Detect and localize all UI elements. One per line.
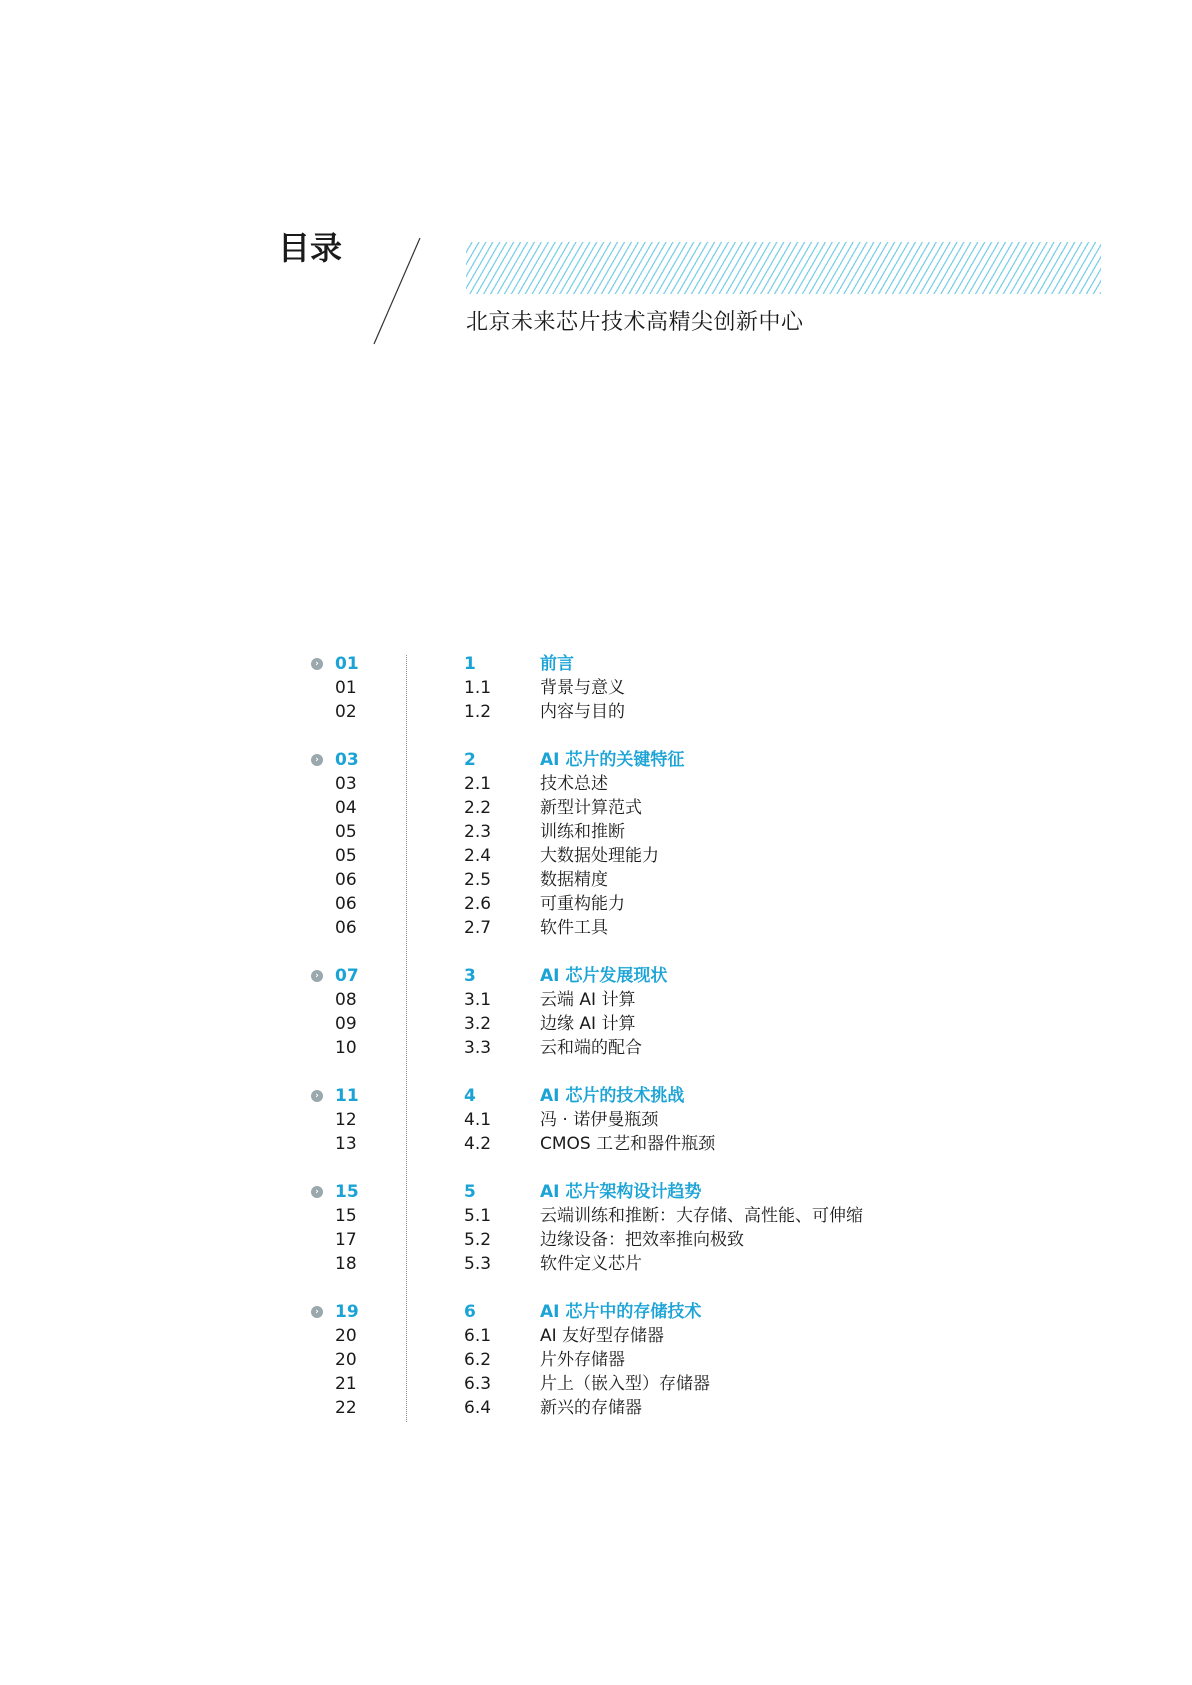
entry-number: 5.3 bbox=[464, 1254, 492, 1274]
entry-page-number: 12 bbox=[335, 1110, 357, 1130]
entry-number: 6.3 bbox=[464, 1374, 492, 1394]
diagonal-divider bbox=[372, 236, 422, 346]
entry-page-number: 15 bbox=[335, 1206, 357, 1226]
entry-title: 片上（嵌入型）存储器 bbox=[540, 1374, 710, 1394]
entry-number: 2.5 bbox=[464, 870, 492, 890]
toc-entry-row[interactable] bbox=[300, 844, 1100, 868]
chapter-number: 5 bbox=[464, 1182, 476, 1202]
toc-section bbox=[300, 1300, 1100, 1420]
chapter-bullet-icon: › bbox=[311, 658, 323, 670]
toc-entry-row[interactable] bbox=[300, 820, 1100, 844]
toc-chapter-row[interactable] bbox=[300, 964, 1100, 988]
toc-entry-row[interactable] bbox=[300, 988, 1100, 1012]
chapter-bullet-icon: › bbox=[311, 754, 323, 766]
entry-page-number: 20 bbox=[335, 1326, 357, 1346]
page-title: 目录 bbox=[278, 229, 343, 267]
entry-page-number: 05 bbox=[335, 846, 357, 866]
toc-entry-row[interactable] bbox=[300, 868, 1100, 892]
entry-title: 云端训练和推断：大存储、高性能、可伸缩 bbox=[540, 1206, 863, 1226]
entry-page-number: 03 bbox=[335, 774, 357, 794]
hatch-band bbox=[466, 242, 1101, 294]
entry-page-number: 09 bbox=[335, 1014, 357, 1034]
entry-number: 3.1 bbox=[464, 990, 492, 1010]
toc-entry-row[interactable] bbox=[300, 772, 1100, 796]
toc-chapter-row[interactable] bbox=[300, 1180, 1100, 1204]
toc-entry-row[interactable] bbox=[300, 1324, 1100, 1348]
toc-entry-row[interactable] bbox=[300, 796, 1100, 820]
toc-entry-row[interactable] bbox=[300, 1396, 1100, 1420]
toc-entry-row[interactable] bbox=[300, 1204, 1100, 1228]
toc-entry-row[interactable] bbox=[300, 1372, 1100, 1396]
entry-number: 6.2 bbox=[464, 1350, 492, 1370]
entry-page-number: 04 bbox=[335, 798, 357, 818]
entry-page-number: 21 bbox=[335, 1374, 357, 1394]
chapter-number: 2 bbox=[464, 750, 476, 770]
chapter-page-number: 07 bbox=[335, 966, 359, 986]
toc-entry-row[interactable] bbox=[300, 1348, 1100, 1372]
entry-number: 4.2 bbox=[464, 1134, 492, 1154]
chapter-number: 4 bbox=[464, 1086, 476, 1106]
entry-number: 1.1 bbox=[464, 678, 492, 698]
toc-section bbox=[300, 748, 1100, 940]
org-subtitle: 北京未来芯片技术高精尖创新中心 bbox=[466, 310, 804, 335]
toc-entry-row[interactable] bbox=[300, 1228, 1100, 1252]
entry-number: 5.1 bbox=[464, 1206, 492, 1226]
entry-title: 片外存储器 bbox=[540, 1350, 625, 1370]
entry-title: 新型计算范式 bbox=[540, 798, 642, 818]
chapter-number: 1 bbox=[464, 654, 476, 674]
chapter-title: AI 芯片的关键特征 bbox=[540, 750, 685, 770]
chapter-title: AI 芯片架构设计趋势 bbox=[540, 1182, 702, 1202]
entry-page-number: 17 bbox=[335, 1230, 357, 1250]
entry-title: 技术总述 bbox=[540, 774, 608, 794]
toc-section bbox=[300, 964, 1100, 1060]
entry-title: CMOS 工艺和器件瓶颈 bbox=[540, 1134, 716, 1154]
chapter-page-number: 15 bbox=[335, 1182, 359, 1202]
toc-chapter-row[interactable] bbox=[300, 1084, 1100, 1108]
entry-title: 背景与意义 bbox=[540, 678, 625, 698]
chapter-page-number: 03 bbox=[335, 750, 359, 770]
chapter-bullet-icon: › bbox=[311, 1090, 323, 1102]
entry-page-number: 06 bbox=[335, 870, 357, 890]
toc-entry-row[interactable] bbox=[300, 1132, 1100, 1156]
chapter-title: AI 芯片发展现状 bbox=[540, 966, 668, 986]
entry-page-number: 06 bbox=[335, 918, 357, 938]
chapter-number: 6 bbox=[464, 1302, 476, 1322]
toc-entry-row[interactable] bbox=[300, 892, 1100, 916]
entry-number: 4.1 bbox=[464, 1110, 492, 1130]
chapter-page-number: 01 bbox=[335, 654, 359, 674]
entry-title: 边缘 AI 计算 bbox=[540, 1014, 636, 1034]
entry-number: 2.7 bbox=[464, 918, 492, 938]
toc-entry-row[interactable] bbox=[300, 1036, 1100, 1060]
toc-entry-row[interactable] bbox=[300, 1012, 1100, 1036]
entry-title: AI 友好型存储器 bbox=[540, 1326, 665, 1346]
entry-number: 3.3 bbox=[464, 1038, 492, 1058]
entry-title: 内容与目的 bbox=[540, 702, 625, 722]
entry-title: 云和端的配合 bbox=[540, 1038, 642, 1058]
entry-title: 云端 AI 计算 bbox=[540, 990, 636, 1010]
chapter-title: AI 芯片的技术挑战 bbox=[540, 1086, 685, 1106]
toc-section bbox=[300, 1180, 1100, 1276]
chapter-number: 3 bbox=[464, 966, 476, 986]
entry-number: 2.6 bbox=[464, 894, 492, 914]
entry-page-number: 18 bbox=[335, 1254, 357, 1274]
toc-chapter-row[interactable] bbox=[300, 1300, 1100, 1324]
toc-entry-row[interactable] bbox=[300, 916, 1100, 940]
entry-title: 数据精度 bbox=[540, 870, 608, 890]
entry-page-number: 06 bbox=[335, 894, 357, 914]
chapter-page-number: 11 bbox=[335, 1086, 359, 1106]
entry-number: 6.4 bbox=[464, 1398, 492, 1418]
toc-entry-row[interactable] bbox=[300, 676, 1100, 700]
entry-title: 新兴的存储器 bbox=[540, 1398, 642, 1418]
entry-page-number: 01 bbox=[335, 678, 357, 698]
entry-title: 软件工具 bbox=[540, 918, 608, 938]
entry-number: 2.2 bbox=[464, 798, 492, 818]
chapter-page-number: 19 bbox=[335, 1302, 359, 1322]
table-of-contents bbox=[300, 652, 1100, 1444]
entry-number: 6.1 bbox=[464, 1326, 492, 1346]
chapter-title: 前言 bbox=[540, 654, 574, 674]
entry-page-number: 20 bbox=[335, 1350, 357, 1370]
entry-number: 2.3 bbox=[464, 822, 492, 842]
entry-title: 可重构能力 bbox=[540, 894, 625, 914]
entry-title: 大数据处理能力 bbox=[540, 846, 659, 866]
toc-entry-row[interactable] bbox=[300, 1108, 1100, 1132]
entry-title: 冯 · 诺伊曼瓶颈 bbox=[540, 1110, 659, 1130]
toc-section bbox=[300, 652, 1100, 724]
toc-entry-row[interactable] bbox=[300, 700, 1100, 724]
toc-chapter-row[interactable] bbox=[300, 652, 1100, 676]
chapter-bullet-icon: › bbox=[311, 970, 323, 982]
entry-page-number: 08 bbox=[335, 990, 357, 1010]
entry-title: 边缘设备：把效率推向极致 bbox=[540, 1230, 744, 1250]
toc-entry-row[interactable] bbox=[300, 1252, 1100, 1276]
chapter-bullet-icon: › bbox=[311, 1306, 323, 1318]
entry-number: 3.2 bbox=[464, 1014, 492, 1034]
entry-number: 5.2 bbox=[464, 1230, 492, 1250]
entry-title: 软件定义芯片 bbox=[540, 1254, 642, 1274]
entry-page-number: 22 bbox=[335, 1398, 357, 1418]
entry-number: 2.1 bbox=[464, 774, 492, 794]
entry-page-number: 13 bbox=[335, 1134, 357, 1154]
toc-section bbox=[300, 1084, 1100, 1156]
entry-number: 2.4 bbox=[464, 846, 492, 866]
entry-page-number: 05 bbox=[335, 822, 357, 842]
chapter-title: AI 芯片中的存储技术 bbox=[540, 1302, 702, 1322]
entry-title: 训练和推断 bbox=[540, 822, 625, 842]
entry-page-number: 10 bbox=[335, 1038, 357, 1058]
entry-page-number: 02 bbox=[335, 702, 357, 722]
entry-number: 1.2 bbox=[464, 702, 492, 722]
toc-chapter-row[interactable] bbox=[300, 748, 1100, 772]
chapter-bullet-icon: › bbox=[311, 1186, 323, 1198]
